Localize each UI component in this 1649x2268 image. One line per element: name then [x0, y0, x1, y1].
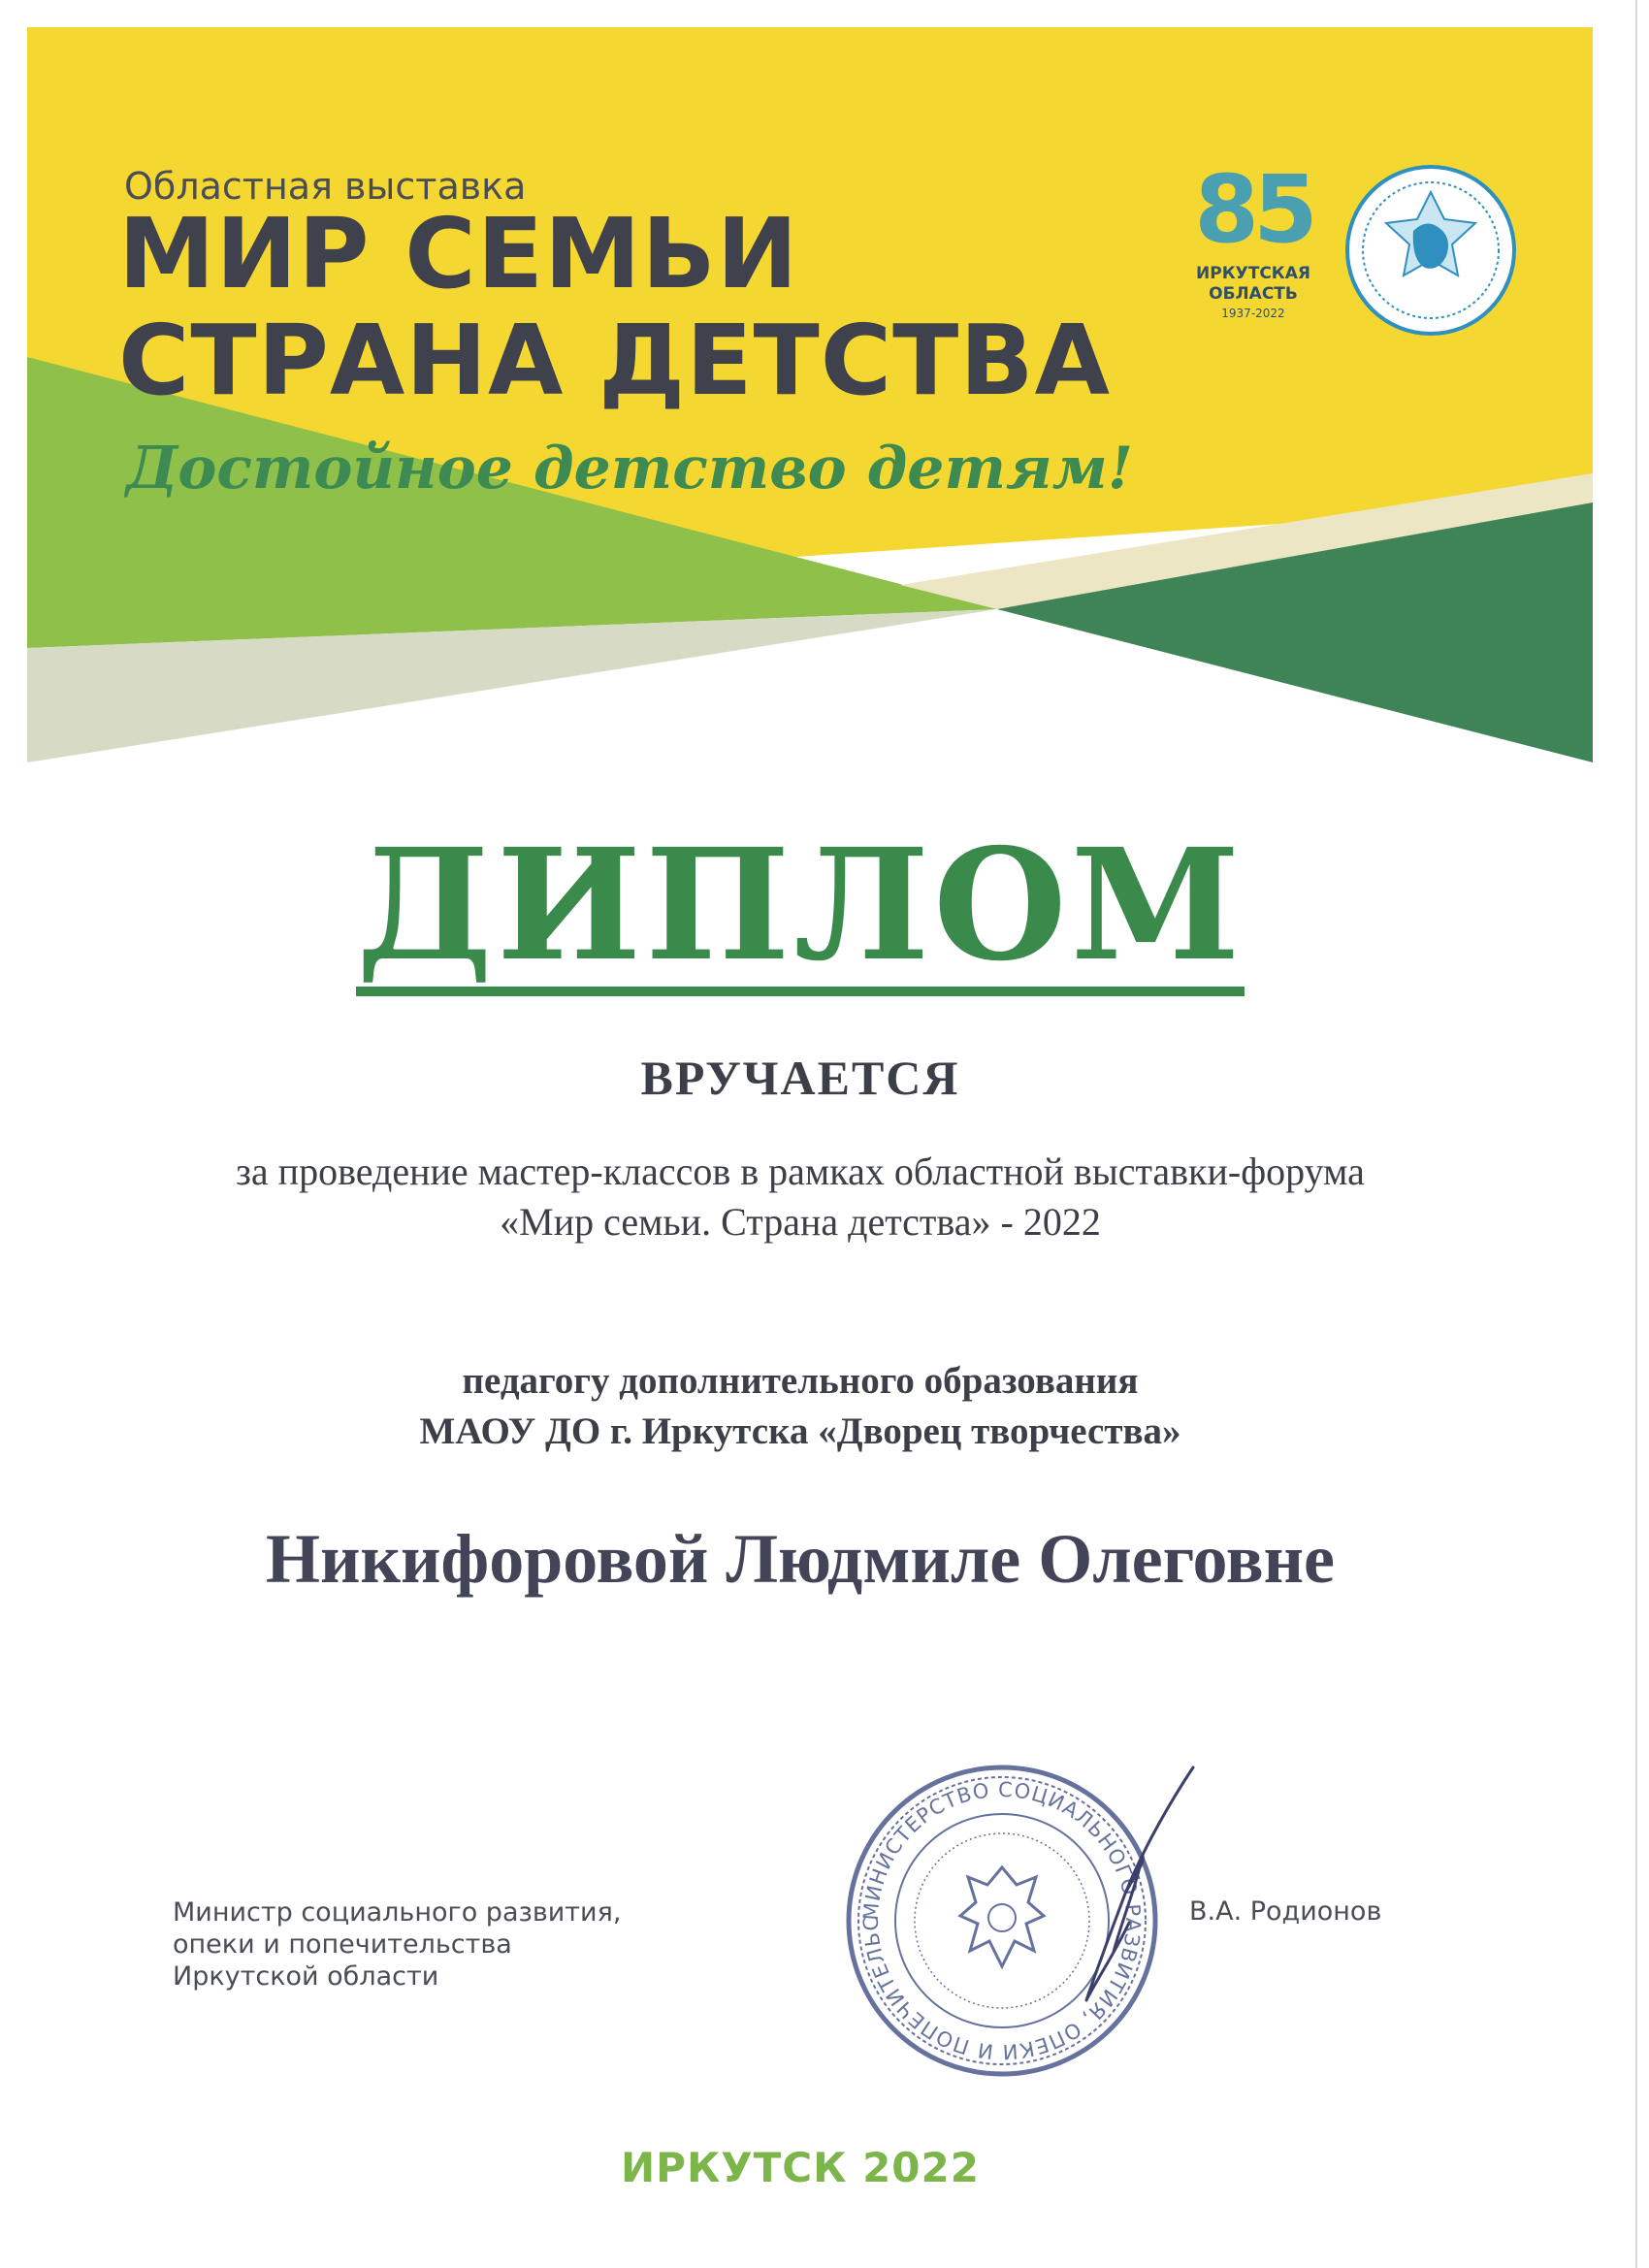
ministry-emblem-icon [1343, 163, 1518, 338]
anniversary-name-line1: ИРКУТСКАЯ [1196, 264, 1310, 283]
award-reason-line1: за проведение мастер-классов в рамках областной выставки-форума [236, 1150, 1365, 1193]
award-reason-line2: «Мир семьи. Страна детства» - 2022 [500, 1200, 1101, 1244]
anniversary-name-line2: ОБЛАСТЬ [1209, 284, 1298, 304]
signatory-title-line1: Министр социального развития, [173, 1897, 622, 1928]
recipient-position-line1: педагогу дополнительного образования [462, 1360, 1139, 1402]
anniversary-digits: 85 [1194, 155, 1312, 264]
recipient-position [0, 1356, 1600, 1457]
award-reason [0, 1147, 1600, 1247]
signatory-title-line2: опеки и попечительства [173, 1929, 512, 1960]
diploma-title-wrap [0, 816, 1600, 996]
slogan: Достойное детство детям! [126, 435, 1134, 502]
signatory-title [173, 1896, 621, 1993]
anniversary-years: 1937-2022 [1221, 307, 1285, 320]
exhibition-subtitle: Областная выставка [124, 165, 527, 208]
awarded-label: ВРУЧАЕТСЯ [640, 1051, 960, 1105]
handwritten-signature [1028, 1758, 1212, 2010]
page-edge [1635, 0, 1637, 2268]
exhibition-title-line1: МИР СЕМЬИ [118, 197, 799, 310]
seal-text: МИНИСТЕРСТВО СОЦИАЛЬНОГО РАЗВИТИЯ, ОПЕКИ И ПОПЕЧИТЕЛЬС [858, 1777, 1146, 2064]
recipient-position-line2: МАОУ ДО г. Иркутска «Дворец творчества» [419, 1410, 1181, 1452]
footer-city-year: ИРКУТСК 2022 [621, 2144, 980, 2191]
exhibition-title-line2: СТРАНА ДЕТСТВА [118, 304, 1111, 417]
signatory-name: В.А. Родионов [1189, 1896, 1382, 1927]
signatory-title-line3: Иркутской области [173, 1961, 439, 1992]
anniversary-logo [1185, 155, 1321, 320]
recipient-name: Никифоровой Людмиле Олеговне [265, 1520, 1336, 1598]
diploma-title: ДИПЛОМ [356, 816, 1245, 995]
